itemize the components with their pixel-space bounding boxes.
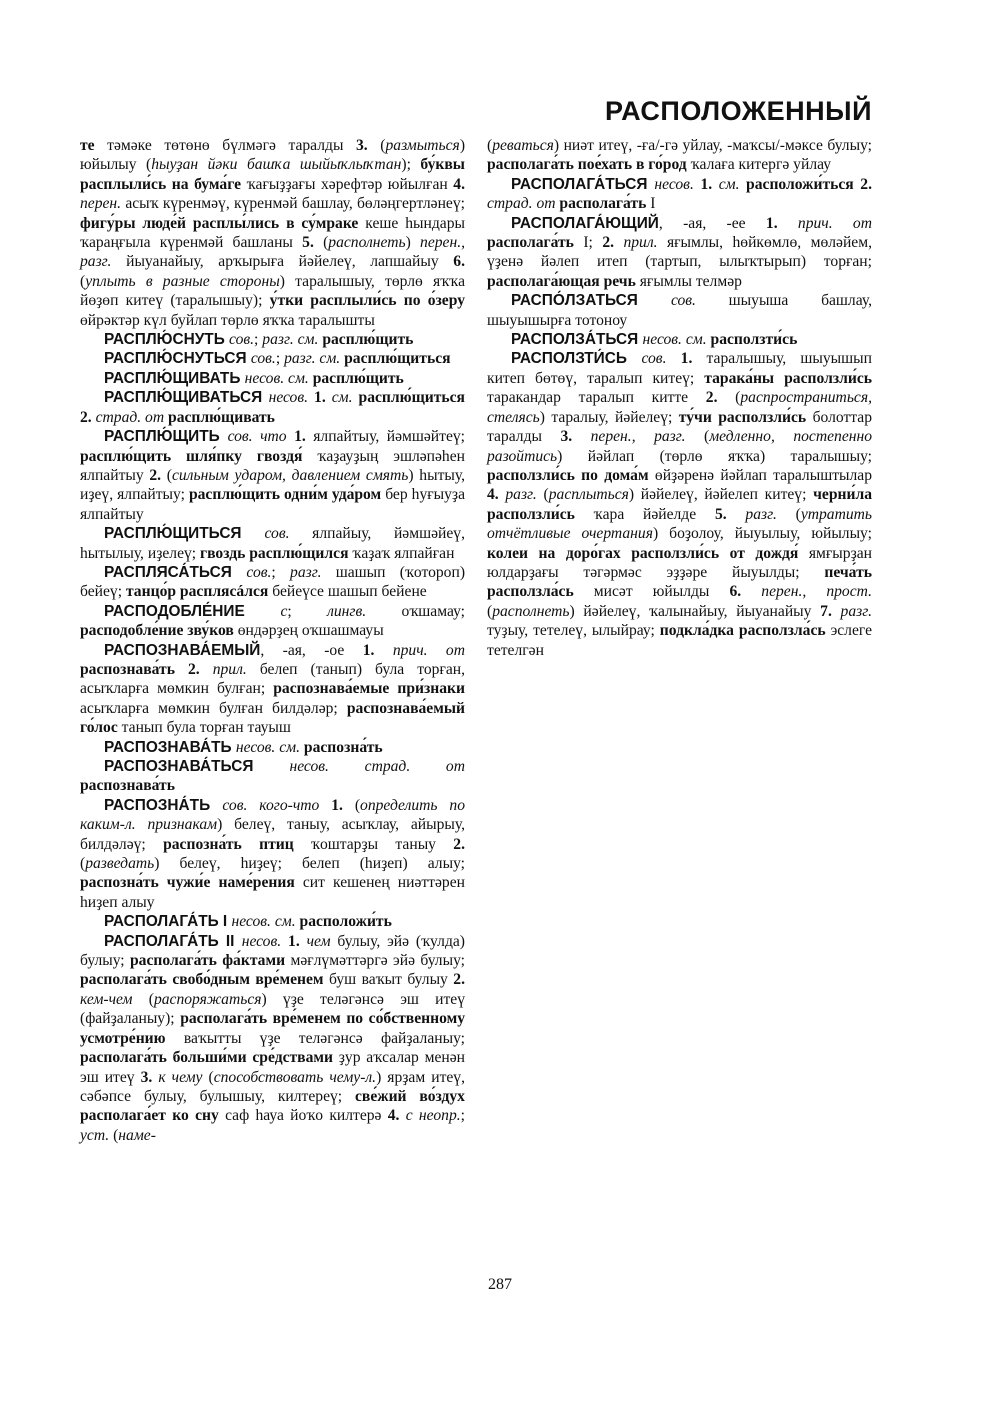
entry-raspolagat-1 (80, 912, 465, 931)
grammar-note: несов. см. (231, 913, 300, 931)
definition-text: ) белеү, һиҙеү; белеп (һиҙеп) алыу; (154, 855, 465, 873)
sense-number: 2. (602, 234, 624, 252)
definition-text: ( (323, 234, 329, 252)
entry-raspliusnut (80, 330, 465, 349)
definition-text: танып була торған тауыш (121, 719, 291, 737)
definition-text: ) таралыу, йәйелеү; (539, 408, 679, 426)
grammar-note: утратить отчётливые очертания (487, 505, 873, 543)
definition-text: ( (487, 602, 493, 620)
definition-text: ) (405, 234, 421, 252)
definition-text: саф һауа йоҡо килтерә (225, 1107, 388, 1125)
grammar-note: перен., прост. (761, 583, 872, 601)
definition-text: сит кешенең ниәттәрен һиҙеп алыу (80, 874, 465, 911)
definition-text: өйҙәренә йәйлап таралыштылар (654, 466, 872, 484)
headword: РАСПЛЯСА́ТЬСЯ (104, 563, 247, 581)
entry-raspoznavaemyi (80, 641, 465, 738)
definition-text: тәмәке төтөнө бүлмәгә таралды (107, 137, 356, 154)
grammar-note: һыуҙан йәки башҡа шыйыҡлыҡтан (151, 156, 402, 174)
example-phrase: расположи́ться (746, 175, 861, 193)
grammar-note: с (280, 602, 288, 620)
headword: РАСПЛЮ́СНУТЬСЯ (104, 350, 251, 368)
sense-number: 4. (387, 1107, 406, 1125)
grammar-note: разг. см. (262, 331, 323, 349)
definition-text: ( (543, 486, 549, 504)
example-phrase: располага́ть больши́ми сре́дствами (80, 1049, 339, 1067)
grammar-note: сов. (250, 350, 276, 368)
entry-raspoznavatsia (80, 757, 465, 796)
definition-text: шашып (ҡотороп) бейеү; (80, 563, 466, 601)
example-phrase: расплю́щиться (358, 389, 465, 407)
definition-text: ( (735, 389, 741, 407)
sense-number: 2. (453, 971, 465, 989)
entry-raspolagat-2 (80, 932, 465, 1145)
sense-number: 5. (714, 505, 746, 523)
definition-text: яғымлы телмәр (639, 272, 742, 290)
grammar-note: сов. что (227, 428, 295, 446)
definition-text: I (650, 195, 656, 213)
grammar-note: несов. (241, 932, 289, 950)
headword: РАСПОЗНАВА́ТЬСЯ (104, 758, 290, 775)
grammar-note: расплыться (548, 486, 629, 504)
definition-text: ) боҙолоу, йыуылыу, юйылыу; (652, 525, 872, 543)
definition-text: ( (80, 272, 86, 290)
grammar-note: разг. (745, 505, 796, 523)
definition-text: ) юйылыу ( (80, 137, 466, 174)
running-head: РАСПОЛОЖЕННЫЙ (604, 96, 872, 126)
definition-text: ялпайтыу, йәмшәйтеү; (313, 428, 466, 446)
sense-number: 1. (314, 389, 332, 407)
definition-text: ) йәйлап (төрлө яҡҡа) таралышыу; (557, 447, 872, 465)
example-phrase: расплю́щить (312, 369, 404, 387)
grammar-note: распространиться, стелясь (487, 389, 872, 426)
grammar-note: располнеть (492, 602, 570, 620)
example-phrase: располага́ющая речь (487, 272, 640, 290)
example-phrase: черни́ла расползли́сь (487, 486, 873, 523)
definition-text: асыҡларға мөмкин булған билдәләр; (80, 699, 347, 717)
grammar-note: сов. (229, 331, 255, 349)
sense-number: 3. (356, 137, 381, 154)
definition-text: ); (401, 156, 421, 174)
example-phrase: распозна́ть птиц (163, 835, 312, 853)
grammar-note: сов. (641, 350, 681, 368)
grammar-note: разведать (85, 855, 155, 873)
example-phrase: те (80, 137, 108, 154)
grammar-note: к чему (158, 1068, 209, 1086)
definition-text: яғымлы, һөйкөмлө, мөләйем, үҙенә йәлеп итеп (тартып, ылыҡтырып) торған; (487, 234, 872, 271)
example-phrase: у́тки расплыли́сь по о́зеру (269, 292, 465, 310)
example-phrase: танцо́р расплясáлся (125, 583, 273, 601)
headword: РАСПОЗНА́ТЬ (104, 796, 223, 814)
grammar-note: распоряжаться (153, 990, 262, 1008)
grammar-note: лингв. (327, 602, 402, 620)
headword: РАСПЛЮ́ЩИТЬ (104, 428, 228, 446)
grammar-note: кем-чем (80, 990, 149, 1008)
definition-text: ( (704, 428, 710, 446)
grammar-note: наме- (118, 1126, 156, 1144)
example-phrase: распозна́ть (303, 738, 383, 756)
grammar-note: несов. (654, 175, 701, 193)
headword: РАСПЛЮ́СНУТЬ (104, 331, 230, 349)
definition-text: ; (460, 1107, 465, 1125)
definition-text: ҡара йәйелде (593, 505, 715, 523)
entry-raspoznat (80, 796, 465, 912)
definition-text: ҡоштарҙы таныу (311, 835, 454, 853)
grammar-note: сов. (264, 525, 313, 543)
example-phrase: ту́чи расползли́сь (678, 408, 813, 426)
grammar-note: прил. (623, 234, 667, 252)
sense-number: 1. (765, 214, 798, 232)
definition-text: ( (795, 505, 801, 523)
grammar-note: реваться (492, 137, 554, 154)
example-phrase: расплю́щиться (344, 350, 451, 368)
grammar-note: уст. (80, 1126, 114, 1144)
example-phrase: тарака́ны расползли́сь (704, 369, 872, 387)
definition-text: ) йәйелеү, ҡалынайыу, йыуанайыу (569, 602, 821, 620)
definition-text: эслеге тетелгән (487, 622, 872, 659)
grammar-note: способствовать чему-л. (213, 1068, 377, 1086)
definition-text: асыҡ күренмәү, күренмәй башлау, бөләңгертләнеү; (125, 195, 465, 213)
grammar-note: чем (306, 932, 338, 950)
definition-text: I; (583, 234, 603, 252)
example-phrase: фигу́ры люде́й расплы́лись в су́мраке (80, 214, 366, 232)
example-phrase: располага́ть свобо́дным вре́менем (80, 971, 329, 989)
example-phrase: расползли́сь по дома́м (487, 466, 655, 484)
grammar-note: см. (331, 389, 359, 407)
definition-text: ( (148, 990, 154, 1008)
headword: РАСПЛЮ́ЩИВАТЬСЯ (104, 389, 269, 407)
grammar-note: сов. (670, 292, 729, 310)
definition-text: ) таралышыу, төрлө яҡҡа йөҙөп китеү (таралышыу); (80, 272, 465, 310)
example-phrase: расползти́сь (710, 331, 798, 349)
definition-text: таралышыу, шыуышып китеп бөтөү, таралып китеү; (487, 350, 872, 387)
example-phrase: гвоздь расплю́щился (200, 544, 353, 562)
sense-number: 1. (294, 428, 314, 446)
grammar-note: страд. от (95, 408, 169, 426)
grammar-note: медленно, постепенно разойтись (487, 428, 873, 465)
example-phrase: располага́ть (559, 195, 651, 213)
grammar-note: несов. см. (244, 369, 313, 387)
definition-text: ( (166, 466, 172, 484)
left-column (80, 136, 465, 1145)
grammar-note: страд. от (487, 195, 560, 213)
headword: РАСПО́ЛЗАТЬСЯ (511, 292, 671, 310)
headword: РАСПОЗНАВА́ТЬ (104, 738, 236, 756)
sense-number: 2. (149, 466, 167, 484)
grammar-note: разг. (290, 563, 336, 581)
entry-rasplisatsia (80, 563, 465, 602)
definition-text: ) йәйелеү, йәйелеп китеү; (628, 486, 814, 504)
example-phrase: расподобле́ние зву́ков (80, 622, 238, 640)
definition-text: оҡшамау; (401, 602, 466, 620)
example-phrase: колеи на доро́гах расползли́сь от дождя́ (487, 544, 809, 562)
definition-text: ) үҙе теләгәнсә эш итеү (файҙаланыу); (80, 990, 466, 1028)
sense-number: 6. (453, 253, 465, 271)
example-phrase: располага́ть вре́менем по со́бственному усмотре́нию (80, 1010, 465, 1047)
grammar-note: несов. (268, 389, 315, 407)
headword: РАСПОЗНАВА́ЕМЫЙ (104, 641, 261, 659)
definition-text: туҙыу, тетелеү, ылыйрау; (487, 622, 660, 640)
headword: РАСПОЛЗТИ́СЬ (511, 350, 642, 368)
grammar-note: сильным ударом, давлением смять (171, 466, 409, 484)
sense-number: 2. (860, 175, 872, 193)
definition-text: ) ниәт итеү, -ға/-гә уйлау, -маҡсы/-мәксе булыу; (553, 137, 872, 154)
sense-number: 2. (705, 389, 736, 407)
definition-text: ваҡытты үҙе теләгәнсә файҙаланыу; (183, 1029, 466, 1047)
page-number: 287 (488, 1276, 512, 1293)
definition-text: буш ваҡыт булыу (328, 971, 454, 989)
definition-text: ( (113, 1126, 119, 1144)
example-phrase: распознава́ть (80, 660, 188, 678)
definition-text: ( (487, 137, 493, 154)
sense-number: 5. (302, 234, 324, 252)
sense-number: 7. (820, 602, 841, 620)
grammar-note: размыться (385, 137, 460, 154)
definition-text: йыуанайыу, арҡырыға йәйелеү, лапшайыу (126, 253, 454, 271)
example-phrase: печа́ть расползла́сь (487, 563, 872, 601)
entry-raspliushchitsia (80, 524, 465, 563)
sense-number: 1. (680, 350, 707, 368)
entry-raspolzatsia-nesov (487, 330, 872, 349)
sense-number: 2. (80, 408, 96, 426)
entry-raspolagaiushchii (487, 214, 872, 292)
grammar-note: см. (718, 175, 747, 193)
headword: РАСПОЛЗА́ТЬСЯ (511, 331, 643, 349)
definition-text: ҡаҙаҡ ялпайған (352, 544, 455, 562)
definition-text: бейеүсе шашып бейене (272, 583, 427, 601)
definition-text: ; (275, 350, 285, 368)
sense-number: 2. (187, 660, 213, 678)
grammar-note: прич. от (392, 641, 465, 659)
grammar-note: разг. (505, 486, 544, 504)
entry-raspliushchivat (80, 369, 465, 388)
definition-text: ( (208, 1068, 214, 1086)
sense-number: 4. (453, 175, 465, 193)
definition-text: булыу, эйә (ҡулда) булыу; (80, 932, 465, 970)
definition-text: белеп (танып) була торған, асыҡларға мөмкин булған; (80, 660, 466, 698)
definition-text: мәғлүмәттәргә эйә булыу; (290, 952, 465, 970)
sense-number: 1. (362, 641, 393, 659)
definition-text: өндәрҙең оҡшашмауы (237, 622, 384, 640)
example-phrase: распознава́емый го́лос (80, 699, 465, 737)
headword: РАСПЛЮ́ЩИТЬСЯ (104, 525, 265, 543)
grammar-note: прич. от (797, 214, 872, 232)
example-phrase: распознава́емые при́знаки (273, 680, 465, 698)
grammar-note: разг. (840, 602, 872, 620)
grammar-note: несов. см. (235, 738, 304, 756)
grammar-note: несов. см. (642, 331, 711, 349)
definition-text: ) һытыу, иҙеү, ялпайтыу; (80, 466, 465, 504)
definition-text: ; (271, 563, 291, 581)
sense-number: 4. (487, 486, 506, 504)
definition-text: ; (287, 602, 328, 620)
definition-text: , -ая, -ее (658, 214, 766, 232)
entry-raspodoblenie (80, 602, 465, 641)
example-phrase: све́жий во́здух располага́ет ко сну (80, 1087, 465, 1125)
example-phrase: подкла́дка расползла́сь (659, 622, 831, 640)
definition-text: ҡаҙауҙың эшләпәһен ялпайтыу (80, 447, 465, 484)
definition-text: ( (80, 855, 86, 873)
sense-number: 3. (140, 1068, 159, 1086)
definition-text: таракандар таралып китте (487, 389, 706, 407)
right-column (487, 136, 872, 660)
definition-text: ( (354, 796, 361, 814)
headword: РАСПОЛАГА́ТЬСЯ (511, 175, 655, 193)
headword: РАСПОЛАГА́ТЬ II (104, 932, 242, 950)
entry-raspliushchivatsia (80, 388, 465, 427)
grammar-note: с неопр. (405, 1107, 461, 1125)
headword: РАСПЛЮ́ЩИВАТЬ (104, 369, 245, 387)
grammar-note: несов. страд. от (289, 758, 465, 775)
definition-text: ҙур аҡсалар менән эш итеү (80, 1049, 466, 1086)
grammar-note: прил. (212, 660, 260, 678)
grammar-note: перен., разг. (80, 234, 466, 271)
example-phrase: бу́квы расплыли́сь на бума́ге (80, 156, 465, 193)
example-phrase: располага́ть пое́хать в го́род (487, 156, 691, 174)
example-phrase: расплю́щивать (168, 408, 275, 426)
sense-number: 3. (560, 428, 591, 446)
definition-text: ( (380, 137, 386, 154)
definition-text: өйрәктәр күл буйлап төрлө яҡҡа таралышты (80, 311, 375, 329)
sense-number: 1. (700, 175, 719, 193)
definition-text: кеше һындары ҡараңғыла күренмәй башланы (80, 214, 465, 252)
sense-number: 1. (288, 932, 307, 950)
example-phrase: распознава́ть (80, 777, 175, 795)
entry-raspolzatsia-sov (487, 291, 872, 330)
grammar-note: сов. (246, 563, 272, 581)
entry-raspoznavat (80, 738, 465, 757)
definition-text: болоттар таралды (487, 408, 872, 446)
grammar-note: определить по каким-л. признакам (80, 796, 465, 834)
definition-text: , -ая, -ое (260, 641, 363, 659)
headword: РАСПОЛАГА́ЮЩИЙ (511, 214, 659, 232)
example-phrase: расплю́щить (322, 331, 414, 349)
headword: РАСПОДОБЛЕ́НИЕ (104, 602, 281, 620)
example-phrase: распозна́ть чужи́е наме́рения (80, 874, 303, 892)
example-phrase: расплю́щить шля́пку гвоздя́ (80, 447, 318, 465)
entry-raspolztis (487, 349, 872, 660)
definition-text: ямғырҙан юлдарҙағы тәгәрмәс эҙҙәре йыуылды; (487, 544, 872, 581)
grammar-note: разг. см. (284, 350, 345, 368)
grammar-note: сов. кого-что (222, 796, 332, 814)
definition-text: ялпайыу, йәмшәйеү, һытылыу, иҙелеү; (80, 525, 465, 562)
definition-text: бер һуғыуҙа ялпайтыу (80, 486, 465, 523)
grammar-note: перен., разг. (590, 428, 704, 446)
definition-text: ) белеү, таныу, асыҡлау, айырыу, билдәләү; (80, 816, 465, 853)
definition-text: мисәт юйылды (593, 583, 730, 601)
example-phrase: располага́ть (487, 234, 584, 252)
entry-raspliushchit (80, 427, 465, 524)
headword: РАСПОЛАГА́ТЬ I (104, 913, 232, 931)
example-phrase: расплю́щить одни́м уда́ром (188, 486, 386, 504)
definition-text: шыуыша башлау, шыуышырға тотоноу (487, 292, 872, 329)
entry-raspliusnutsia (80, 349, 465, 368)
sense-number: 6. (729, 583, 762, 601)
grammar-note: уплыть в разные стороны (85, 272, 280, 290)
grammar-note: перен. (80, 195, 126, 213)
grammar-note: располнеть (328, 234, 406, 252)
example-phrase: расположи́ть (299, 913, 392, 931)
sense-number: 1. (331, 796, 355, 814)
definition-text: ) ярҙам итеү, сәбәпсе булыу, булышыу, килтереү; (80, 1068, 466, 1105)
sense-number: 2. (453, 835, 465, 853)
entry-continuation (80, 136, 465, 330)
definition-text: ; (254, 331, 263, 349)
definition-text: ҡағыҙҙағы хәрефтәр юйылған (246, 175, 454, 193)
entry-continuation-right (487, 136, 872, 175)
definition-text: ҡалаға китергә уйлау (690, 156, 832, 174)
entry-raspolagatsia (487, 175, 872, 214)
example-phrase: располага́ть фа́ктами (130, 952, 291, 970)
